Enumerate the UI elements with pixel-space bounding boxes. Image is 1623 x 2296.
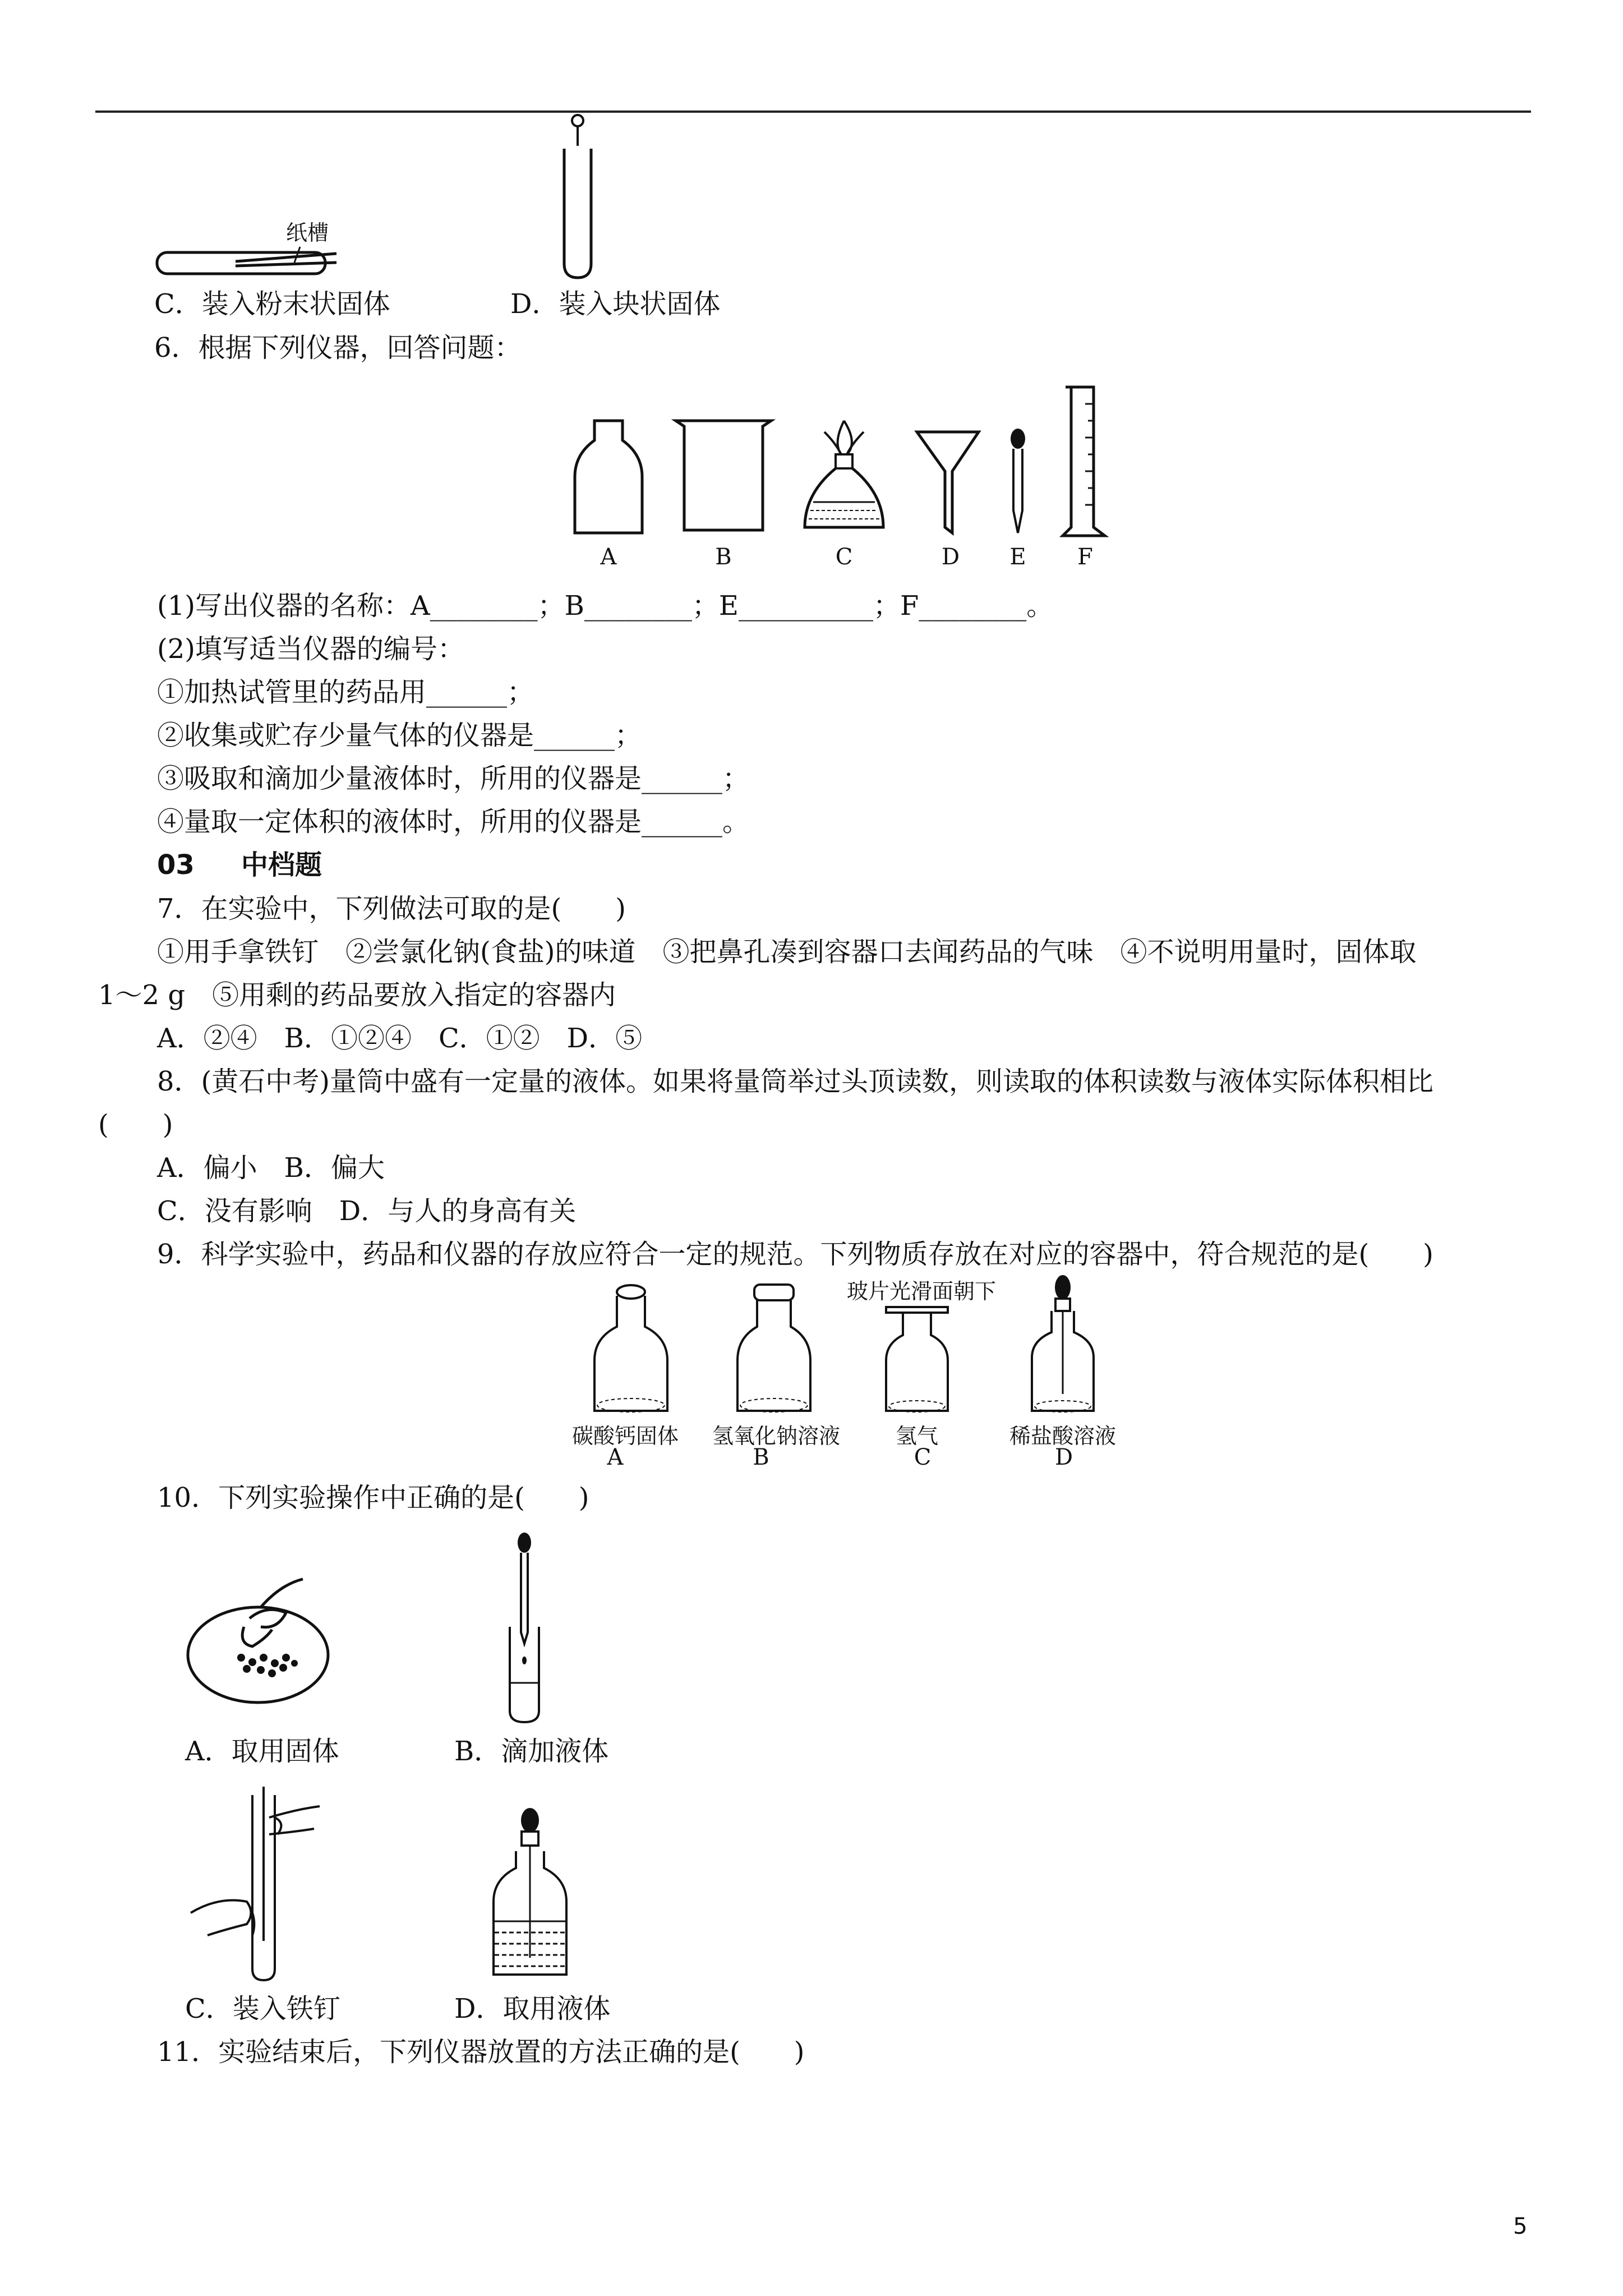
bottle-c bbox=[880, 1304, 953, 1416]
instrument-c-alcohol-lamp bbox=[802, 415, 886, 539]
q7-line1: ①用手拿铁钉 ②尝氯化钠(食盐)的味道 ③把鼻孔凑到容器口去闻药品的气味 ④不说明用量时，固体取 bbox=[157, 936, 1417, 968]
q9-caption-c: 氢气 bbox=[896, 1424, 939, 1448]
q6-item-3: ③吸取和滴加少量液体时，所用的仪器是______； bbox=[157, 763, 750, 794]
q8-options-1: A．偏小 B．偏大 bbox=[157, 1152, 385, 1184]
label-f: F bbox=[1077, 544, 1093, 570]
q10-caption-a: A．取用固体 bbox=[185, 1736, 339, 1767]
label-b: B bbox=[715, 544, 732, 570]
q6-stem: 6．根据下列仪器，回答问题： bbox=[154, 332, 522, 364]
fig-insert-nail bbox=[185, 1784, 336, 1986]
section-number: 03 bbox=[157, 849, 195, 881]
q6-item-2: ②收集或贮存少量气体的仪器是______； bbox=[157, 720, 642, 751]
bottle-a bbox=[589, 1282, 673, 1416]
q7-options: A．②④ B．①②④ C．①② D．⑤ bbox=[157, 1023, 643, 1054]
section-title: 中档题 bbox=[241, 849, 322, 881]
q6-item-1: ①加热试管里的药品用______； bbox=[157, 677, 534, 708]
q10-caption-c: C．装入铁钉 bbox=[185, 1993, 340, 2024]
q6-item-4: ④量取一定体积的液体时，所用的仪器是______。 bbox=[157, 806, 750, 838]
q7-stem: 7．在实验中，下列做法可取的是( ) bbox=[157, 893, 626, 924]
instrument-f-graduated-cylinder bbox=[1060, 381, 1116, 539]
option-d-block: D．装入块状固体 bbox=[510, 288, 721, 320]
bottle-d-dropper bbox=[1026, 1271, 1099, 1416]
option-c-powder: C．装入粉末状固体 bbox=[154, 288, 390, 320]
q9-letter-b: B bbox=[753, 1444, 769, 1470]
q9-letter-a: A bbox=[607, 1444, 624, 1470]
instrument-d-funnel bbox=[914, 426, 981, 539]
q9-stem: 9．科学实验中，药品和仪器的存放应符合一定的规范。下列物质存放在对应的容器中，符合规范的是( ) bbox=[157, 1239, 1433, 1270]
q9-caption-a: 碳酸钙固体 bbox=[572, 1424, 679, 1448]
label-c: C bbox=[835, 544, 853, 570]
q9-caption-b: 氢氧化钠溶液 bbox=[712, 1424, 841, 1448]
q10-stem: 10．下列实验操作中正确的是( ) bbox=[157, 1482, 589, 1513]
q8-stem-2: ( ) bbox=[98, 1109, 173, 1140]
bottle-b bbox=[732, 1282, 816, 1416]
q10-caption-d: D．取用液体 bbox=[454, 1993, 611, 2024]
q9-caption-d: 稀盐酸溶液 bbox=[1009, 1424, 1117, 1448]
q6-part2: (2)填写适当仪器的编号： bbox=[157, 633, 464, 665]
instrument-e-dropper bbox=[1004, 426, 1032, 539]
label-d: D bbox=[941, 544, 960, 570]
q11-stem: 11．实验结束后，下列仪器放置的方法正确的是( ) bbox=[157, 2036, 805, 2068]
glass-note: 玻片光滑面朝下 bbox=[847, 1279, 997, 1304]
test-tube-block-figure bbox=[555, 115, 606, 283]
q10-caption-b: B．滴加液体 bbox=[454, 1736, 609, 1767]
q9-letter-d: D bbox=[1054, 1444, 1073, 1470]
q7-line2: 1～2 g ⑤用剩的药品要放入指定的容器内 bbox=[98, 979, 616, 1011]
fig-drop-liquid bbox=[502, 1531, 547, 1728]
page-number: 5 bbox=[1513, 2214, 1528, 2239]
label-a: A bbox=[600, 544, 617, 570]
fig-take-liquid bbox=[488, 1806, 572, 1986]
q9-letter-c: C bbox=[914, 1444, 932, 1470]
fig-take-solid bbox=[182, 1573, 339, 1708]
header-rule bbox=[95, 111, 1531, 113]
q8-stem: 8．(黄石中考)量筒中盛有一定量的液体。如果将量筒举过头顶读数，则读取的体积读数与液体实际体积相比 bbox=[157, 1066, 1433, 1097]
instrument-b-beaker bbox=[673, 415, 774, 539]
q8-options-2: C．没有影响 D．与人的身高有关 bbox=[157, 1195, 577, 1227]
q6-part1: (1)写出仪器的名称：A________；B________；E__________；F________。 bbox=[157, 590, 1054, 622]
label-e: E bbox=[1009, 544, 1026, 570]
instrument-a-bottle bbox=[572, 415, 645, 539]
paper-trough-label: 纸槽 bbox=[286, 220, 329, 245]
